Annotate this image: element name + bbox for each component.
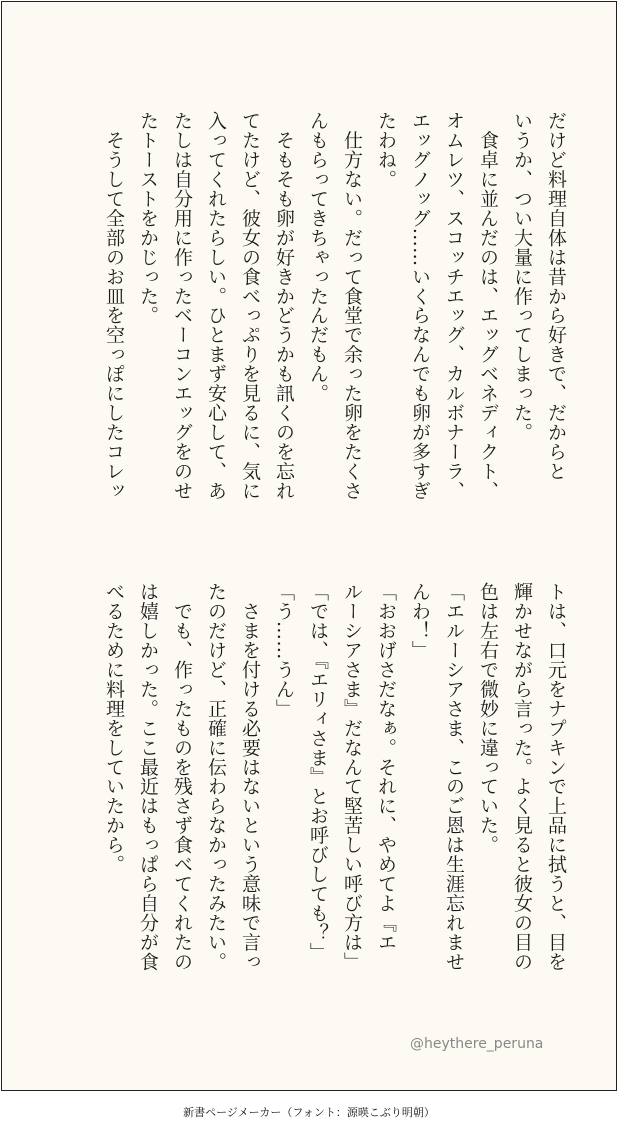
author-handle: @heythere_peruna — [410, 1036, 544, 1052]
text-line: でも、作ったものを残さず食べてくれたの — [171, 582, 193, 971]
text-line: ルーシアさま』だなんて堅苦しい呼び方は」 — [341, 582, 363, 971]
text-line: 輝かせながら言った。よく見ると彼女の目の — [511, 582, 533, 971]
text-line: 「では、『エリィさま』とお呼びしても？」 — [307, 582, 329, 962]
text-line: んわ！」 — [409, 582, 431, 660]
text-line: 仕方ない。だって食堂で余った卵をたくさ — [341, 111, 363, 500]
text-line: たのだけど、正確に伝わらなかったみたい。 — [205, 582, 227, 971]
text-line: 「おおげさだなぁ。それに、やめてよ『エ — [375, 582, 397, 952]
text-line: たトーストをかじった。 — [137, 111, 159, 325]
text-line: 色は左右で微妙に違っていた。 — [477, 582, 499, 855]
text-line: エッグノッグ……いくらなんでも卵が多すぎ — [409, 111, 431, 500]
manuscript-page — [1, 1, 617, 1091]
text-line: は嬉しかった。ここ最近はもっぱら自分が食 — [137, 582, 159, 971]
text-line: オムレツ、スコッチエッグ、カルボナーラ、 — [443, 111, 465, 500]
text-line: 入ってくれたらしい。ひとまず安心して、あ — [205, 111, 227, 500]
text-block-bottom — [97, 582, 573, 1002]
text-block-top — [97, 111, 573, 551]
text-line: いうか、つい大量に作ってしまった。 — [511, 111, 533, 442]
text-line: トは、口元をナプキンで上品に拭うと、目を — [545, 582, 567, 971]
text-line: てたけど、彼女の食べっぷりを見るに、気に — [239, 111, 261, 500]
text-line: そもそも卵が好きかどうかも訊くのを忘れ — [273, 111, 295, 500]
text-line: 「う……うん」 — [273, 582, 295, 719]
footer-credit: 新書ページメーカー（フォント：源暎こぶり明朝） — [183, 1106, 435, 1119]
text-line: んもらってきちゃったんだもん。 — [307, 111, 329, 403]
text-line: べるために料理をしていたから。 — [103, 582, 125, 874]
text-line: だけど料理自体は昔から好きで、だからと — [545, 111, 567, 481]
text-line: さまを付ける必要はないという意味で言っ — [239, 582, 261, 971]
text-line: 食卓に並んだのは、エッグベネディクト、 — [477, 111, 499, 500]
text-line: たわね。 — [375, 111, 397, 189]
text-line: たしは自分用に作ったベーコンエッグをのせ — [171, 111, 193, 500]
text-line: そうして全部のお皿を空っぽにしたコレッ — [103, 111, 125, 500]
text-line: 「エルーシアさま、このご恩は生涯忘れませ — [443, 582, 465, 971]
